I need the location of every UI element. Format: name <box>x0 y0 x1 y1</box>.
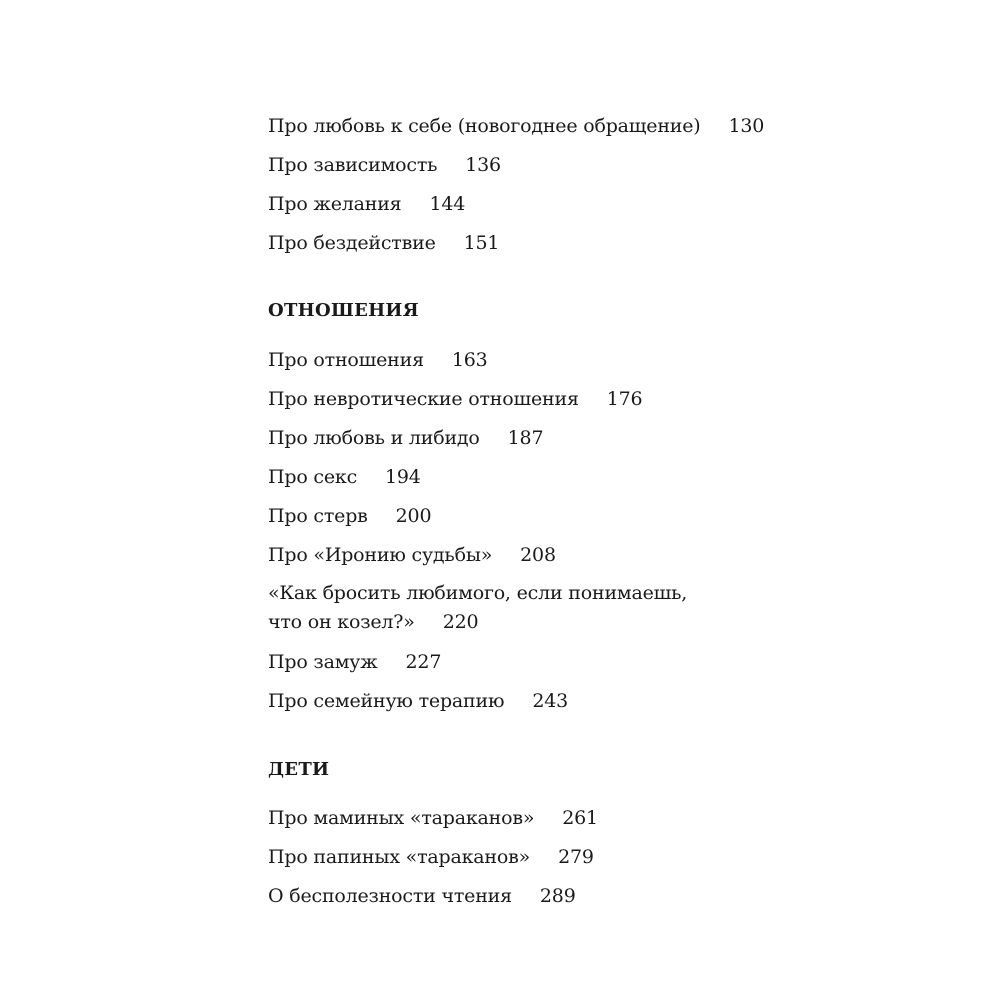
toc-entry-page-number: 227 <box>405 651 442 673</box>
toc-entry[interactable] <box>268 838 598 877</box>
toc-entry-page-number: 144 <box>429 193 466 215</box>
toc-entry-title: Про любовь и либидо <box>268 427 480 449</box>
toc-entry-title: Про желания <box>268 193 402 215</box>
section-heading-children: ДЕТИ <box>268 759 330 780</box>
toc-entry-title: Про невротические отношения <box>268 388 579 410</box>
toc-entry[interactable] <box>268 643 687 682</box>
toc-entry-page-number: 151 <box>463 232 500 254</box>
toc-entry-page-number: 243 <box>532 690 568 712</box>
toc-section-intro <box>268 107 764 263</box>
toc-entry[interactable] <box>268 799 598 838</box>
toc-entry-title: Про семейную терапию <box>268 690 505 712</box>
toc-entry-title: Про папиных «тараканов» <box>268 846 531 868</box>
toc-section-relations <box>268 341 687 721</box>
toc-entry-title: Про замуж <box>268 651 378 673</box>
toc-entry-page-number: 279 <box>558 846 594 868</box>
toc-entry-title: Про зависимость <box>268 154 438 176</box>
toc-entry[interactable] <box>268 341 687 380</box>
toc-entry[interactable] <box>268 682 687 721</box>
toc-entry-title: О бесполезности чтения <box>268 885 512 907</box>
toc-entry-title-line2: что он козел?» <box>268 611 415 633</box>
section-heading-relations: ОТНОШЕНИЯ <box>268 300 419 321</box>
toc-entry-page-number: 289 <box>539 885 576 907</box>
toc-entry[interactable] <box>268 458 687 497</box>
toc-entry[interactable] <box>268 575 687 643</box>
toc-entry-page-number: 187 <box>507 427 544 449</box>
toc-entry-title: Про «Иронию судьбы» <box>268 544 493 566</box>
toc-entry[interactable] <box>268 185 764 224</box>
toc-entry-title: Про отношения <box>268 349 424 371</box>
toc-entry[interactable] <box>268 224 764 263</box>
toc-entry-title: Про любовь к себе (новогоднее обращение) <box>268 115 701 137</box>
toc-entry-page-number: 176 <box>606 388 643 410</box>
toc-entry-title: Про бездействие <box>268 232 436 254</box>
toc-entry[interactable] <box>268 419 687 458</box>
toc-entry-title: Про секс <box>268 466 358 488</box>
toc-entry-page-number: 261 <box>562 807 598 829</box>
toc-entry[interactable] <box>268 497 687 536</box>
toc-entry-page-number: 200 <box>395 505 432 527</box>
toc-entry[interactable] <box>268 107 764 146</box>
toc-entry-page-number: 136 <box>465 154 501 176</box>
toc-entry-page-number: 163 <box>451 349 488 371</box>
toc-entry-page-number: 220 <box>442 611 479 633</box>
toc-entry-title: Про маминых «тараканов» <box>268 807 535 829</box>
toc-entry[interactable] <box>268 380 687 419</box>
toc-entry-title-line1: «Как бросить любимого, если понимаешь, <box>268 582 688 604</box>
toc-entry-page-number: 194 <box>385 466 421 488</box>
toc-entry[interactable] <box>268 536 687 575</box>
toc-entry[interactable] <box>268 877 598 916</box>
toc-entry[interactable] <box>268 146 764 185</box>
toc-entry-page-number: 130 <box>728 115 765 137</box>
toc-entry-page-number: 208 <box>520 544 556 566</box>
toc-section-children <box>268 799 598 916</box>
toc-entry-title: Про стерв <box>268 505 368 527</box>
